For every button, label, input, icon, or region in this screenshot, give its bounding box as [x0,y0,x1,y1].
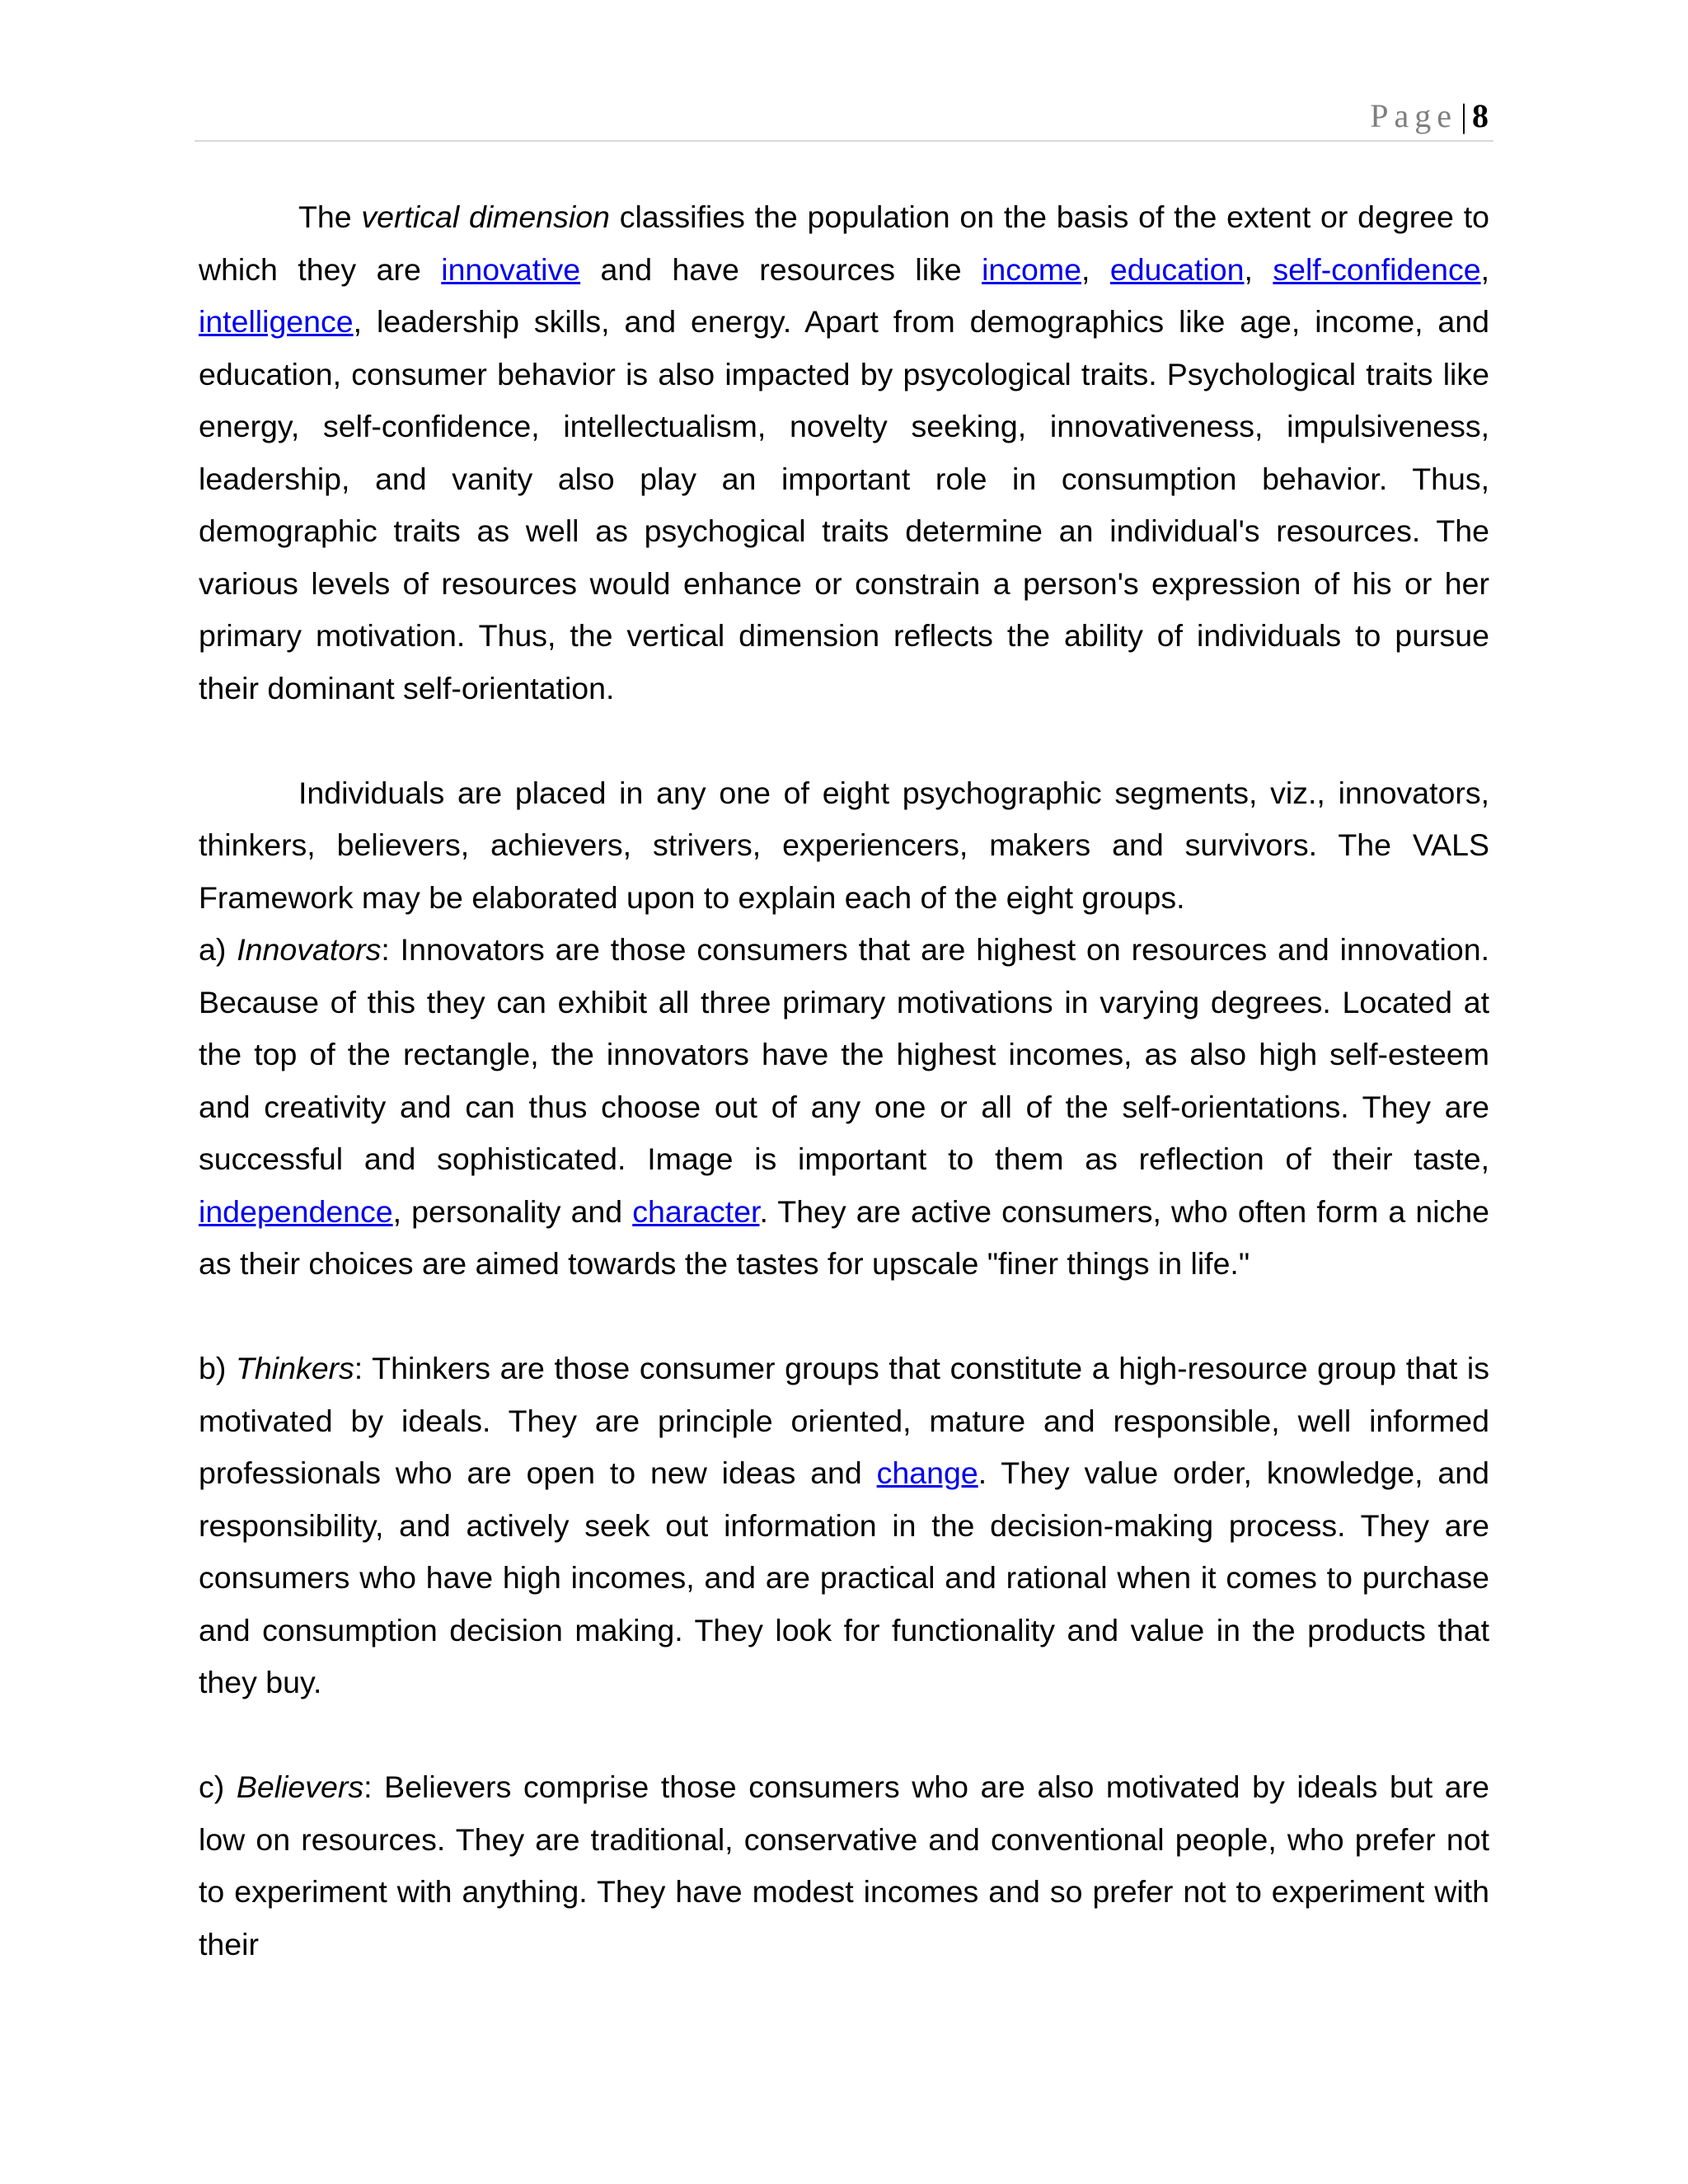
term-thinkers: Thinkers [236,1351,354,1385]
page-header [195,92,1493,142]
page-separator: | [1460,97,1467,134]
list-marker: b) [199,1351,236,1385]
text-run: The [298,199,362,234]
link-innovative[interactable]: innovative [441,251,581,287]
emphasis-vertical-dimension: vertical dimension [361,199,610,234]
text-run: . They value order, knowledge, and responsibility, and actively seek out information in the decision-making process. They are consumers who have high incomes, and are practical and rational when it comes to purchase and consumption decision making. They look for functionality and value in the products that they buy. [199,1455,1489,1699]
term-believers: Believers [236,1769,364,1804]
paragraph-believers [199,1761,1489,1971]
text-run: : Believers comprise those consumers who are also motivated by ideals but are low on resources. They are traditional, conservative and conventional people, who prefer not to experiment with anything. They have modest incomes and so prefer not to experiment with their [199,1769,1489,1961]
text-run: , leadership skills, and energy. Apart from demographics like age, income, and education, consumer behavior is also impacted by psycological traits. Psychological traits like energy, self-confidence, intellectualism, novelty seeking, innovativeness, impulsiveness, leadership, and vanity also play an important role in consumption behavior. Thus, demographic traits as well as psychogical traits determine an individual's resources. The various levels of resources would enhance or constrain a person's expression of his or her primary motivation. Thus, the vertical dimension reflects the ability of individuals to pursue their dominant self-orientation. [199,304,1489,705]
text-run: : Thinkers are those consumer groups that constitute a high-resource group that is motivated by ideals. They are principle oriented, mature and responsible, well informed professionals who are open to new ideas and [199,1351,1490,1490]
text-run: : Innovators are those consumers that are highest on resources and innovation. Because of this they can exhibit all three primary motivations in varying degrees. Located at the top of the rectangle, the innovators have the highest incomes, as also high self-esteem and creativity and can thus choose out of any one or all of the self-orientations. They are successful and sophisticated. Image is important to them as reflection of their taste, [199,932,1490,1176]
term-innovators: Innovators [237,932,382,967]
text-run: , [1480,251,1489,287]
link-intelligence[interactable]: intelligence [199,304,354,339]
text-run: , [1081,251,1110,287]
page-number: 8 [1472,97,1489,134]
link-income[interactable]: income [982,251,1081,287]
text-run: and have resources like [580,251,982,287]
page-word: Page [1370,97,1457,134]
link-independence[interactable]: independence [199,1193,393,1229]
page-number-label [1370,97,1489,135]
paragraph-vertical-dimension [199,191,1489,715]
paragraph-segments: Individuals are placed in any one of eight psychographic segments, viz., innovators, thinkers, believers, achievers, strivers, experiencers, makers and survivors. The VALS Framework may be elaborated upon to explain each of the eight groups. [199,775,1489,915]
document-body [199,191,1489,1971]
text-run: classifies the population on the basis of the extent or degree to which they are [199,199,1489,287]
paragraph-spacer [199,1291,1489,1343]
list-marker: c) [199,1769,237,1804]
paragraph-spacer [199,715,1489,767]
text-run: , [1244,251,1273,287]
text-run: . They are active consumers, who often form a niche as their choices are aimed towards the tastes for upscale "finer things in life." [199,1193,1489,1281]
paragraph-innovators [199,924,1489,1291]
paragraph-spacer [199,1709,1489,1762]
link-self-confidence[interactable]: self-confidence [1273,251,1481,287]
link-character[interactable]: character [632,1193,760,1229]
text-run: , personality and [392,1193,633,1229]
link-change[interactable]: change [876,1455,978,1490]
paragraph-thinkers [199,1343,1489,1709]
list-marker: a) [199,932,237,967]
link-education[interactable]: education [1109,251,1245,287]
